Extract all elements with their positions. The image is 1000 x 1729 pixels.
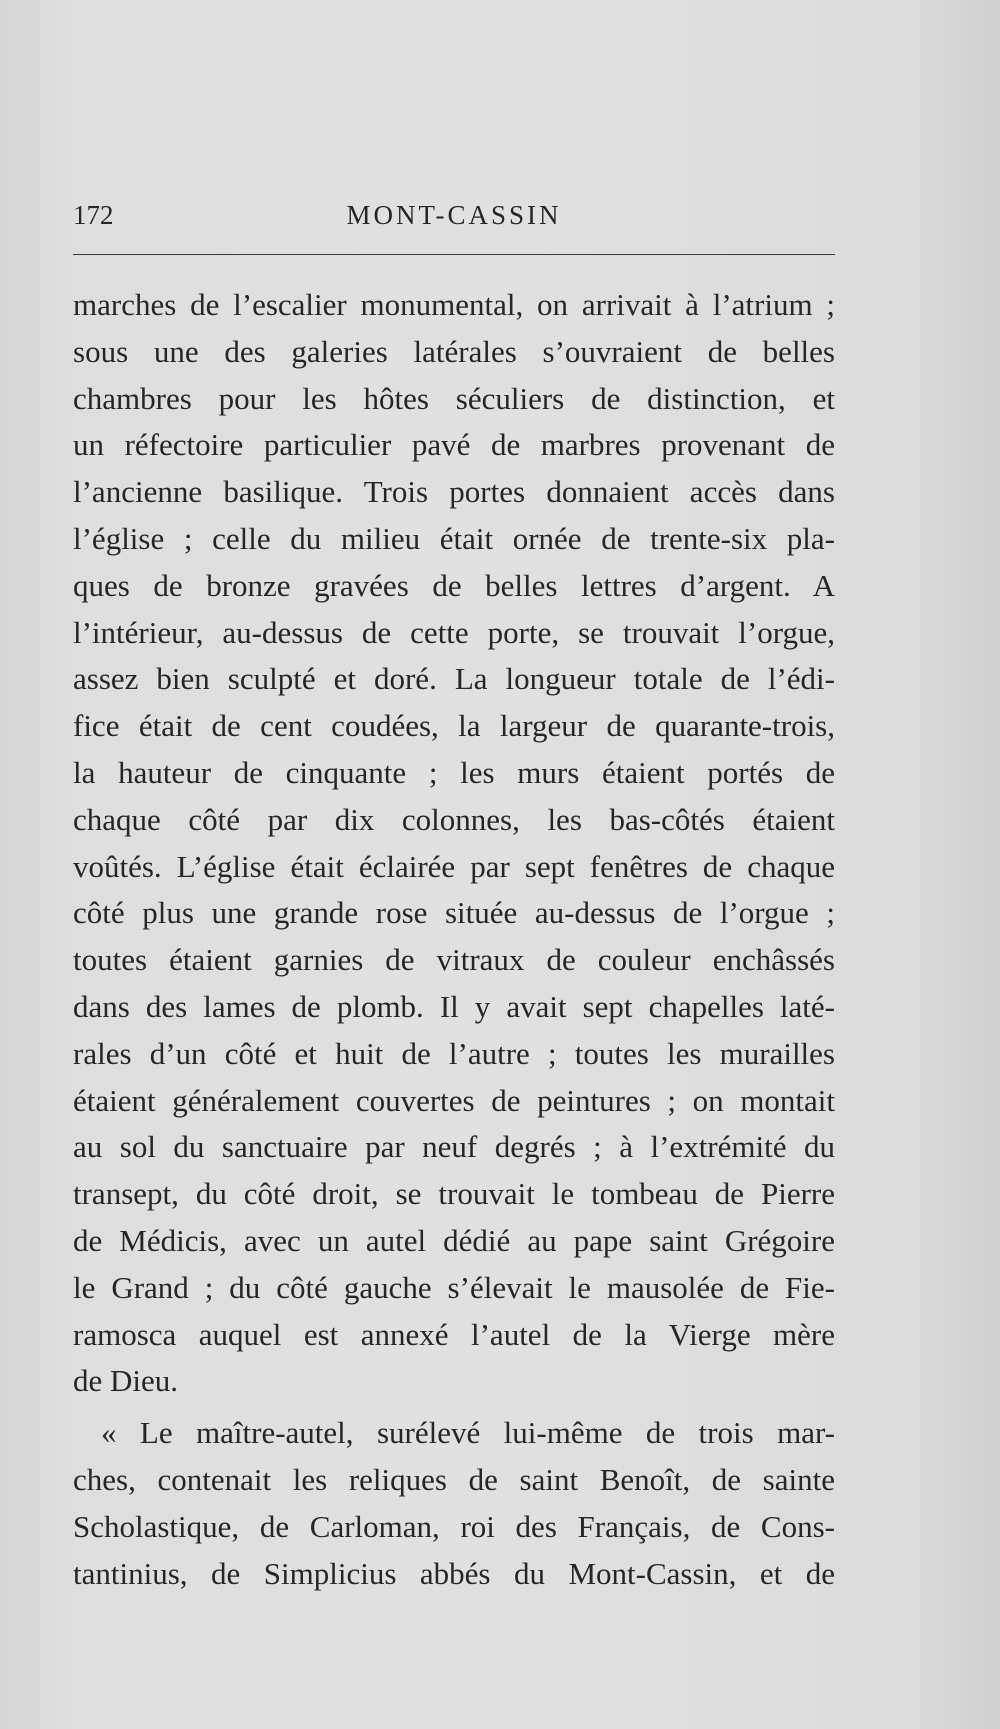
text-line: transept, du côté droit, se trouvait le tombeau de Pierre — [73, 1176, 835, 1212]
running-head — [73, 200, 835, 240]
paragraph — [73, 1410, 835, 1597]
text-line: un réfectoire particulier pavé de marbres provenant de — [73, 427, 835, 463]
text-line: côté plus une grande rose située au-dessus de l’orgue ; — [73, 895, 835, 931]
text-line: l’église ; celle du milieu était ornée de trente-six pla- — [73, 520, 835, 556]
text-line: rales d’un côté et huit de l’autre ; toutes les murailles — [73, 1035, 835, 1071]
text-line: ches, contenait les reliques de saint Benoît, de sainte — [73, 1461, 835, 1497]
text-line: chambres pour les hôtes séculiers de distinction, et — [73, 380, 835, 416]
running-title: MONT-CASSIN — [346, 200, 562, 230]
text-line: sous une des galeries latérales s’ouvraient de belles — [73, 333, 835, 369]
text-line: tantinius, de Simplicius abbés du Mont-Cassin, et de — [73, 1555, 835, 1591]
paragraph — [73, 282, 835, 1405]
text-line: étaient généralement couvertes de peintures ; on montait — [73, 1082, 835, 1118]
header-rule — [73, 254, 835, 255]
body-text — [73, 282, 835, 1597]
text-line: de Dieu. — [73, 1363, 179, 1399]
text-line: voûtés. L’église était éclairée par sept fenêtres de chaque — [73, 848, 835, 884]
text-line: de Médicis, avec un autel dédié au pape saint Grégoire — [73, 1222, 835, 1258]
text-line: l’ancienne basilique. Trois portes donnaient accès dans — [73, 474, 835, 510]
text-line: ramosca auquel est annexé l’autel de la Vierge mère — [73, 1316, 835, 1352]
text-line: dans des lames de plomb. Il y avait sept chapelles laté- — [73, 988, 835, 1024]
text-line: toutes étaient garnies de vitraux de couleur enchâssés — [73, 942, 835, 978]
text-line: fice était de cent coudées, la largeur de quarante-trois, — [73, 708, 835, 744]
text-line: chaque côté par dix colonnes, les bas-côtés étaient — [73, 801, 835, 837]
page-number: 172 — [73, 200, 114, 230]
text-line: marches de l’escalier monumental, on arrivait à l’atrium ; — [73, 287, 835, 322]
text-line: le Grand ; du côté gauche s’élevait le mausolée de Fie- — [73, 1269, 835, 1305]
text-line: Scholastique, de Carloman, roi des Français, de Cons- — [73, 1508, 835, 1544]
text-line: la hauteur de cinquante ; les murs étaient portés de — [73, 754, 835, 790]
text-line: ques de bronze gravées de belles lettres d’argent. A — [73, 567, 835, 603]
text-line: au sol du sanctuaire par neuf degrés ; à l’extrémité du — [73, 1129, 835, 1165]
text-line: l’intérieur, au-dessus de cette porte, se trouvait l’orgue, — [73, 614, 835, 650]
text-line: assez bien sculpté et doré. La longueur totale de l’édi- — [73, 661, 835, 697]
text-line: « Le maître-autel, surélevé lui-même de trois mar- — [101, 1415, 835, 1451]
